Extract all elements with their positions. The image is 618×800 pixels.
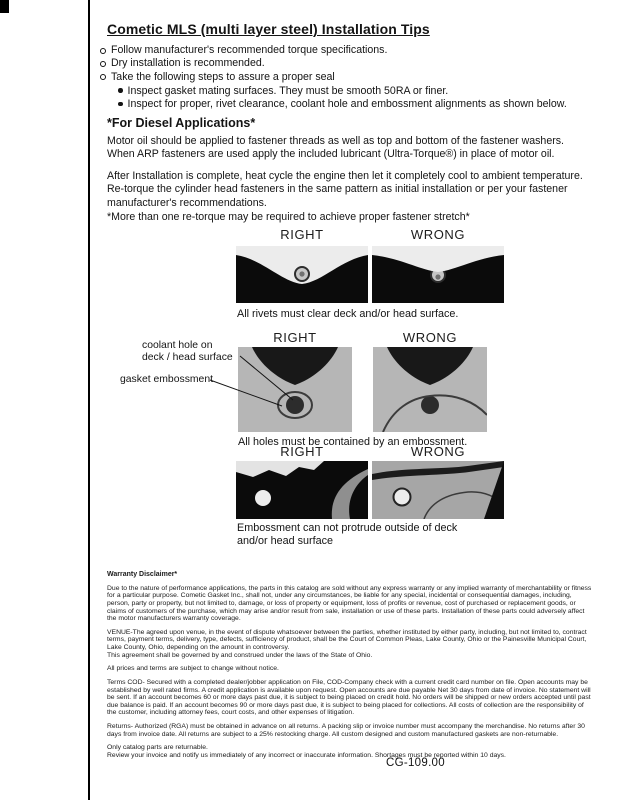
annotation-text: deck / head surface (142, 351, 233, 363)
right-label: RIGHT (280, 444, 324, 459)
rivet-wrong-image (372, 246, 504, 303)
figure-labels-holes (238, 330, 487, 345)
open-bullet-icon (100, 48, 106, 54)
warranty-paragraph-prices: All prices and terms are subject to change without notice. (107, 665, 279, 673)
warranty-paragraph-returns: Returns- Authorized (RGA) must be obtained in advance on all returns. A packing slip or invoice number must accompany the merchandise. No returns after 30 days from invoice date. All returns are subject to a 25% restocking charge. All custom designed and custom manufactured gaskets are non-returnable. (107, 722, 585, 738)
sub-tips-list (118, 85, 588, 111)
sub-tip-item (118, 98, 588, 111)
figure-labels-embossment (236, 444, 504, 459)
sub-tip-text: Inspect gasket mating surfaces. They must be smooth 50RA or finer. (127, 84, 449, 97)
left-margin-rule (88, 0, 90, 800)
corner-crop-mark (0, 0, 9, 13)
warranty-paragraph-review: Review your invoice and notify us immediately of any incorrect or inaccurate information. Shortages must be reported within 10 days. (107, 751, 506, 759)
tip-item (100, 44, 588, 57)
wrong-label: WRONG (410, 227, 466, 242)
tip-item (100, 71, 588, 84)
warranty-paragraph-venue: VENUE-The agreed upon venue, in the event of dispute whatsoever between the parties, whether instituted by either party, including, but not limited to, contract terms, payment terms, delivery, type, defects, sufficiency of product, shall be the Court of Common Pleas, Lake County, Ohio or the Painesville Municipal Court, Lake County, Ohio, depending on the amount in controversy. (107, 628, 587, 652)
warranty-disclaimer (107, 571, 595, 765)
sub-tip-item (118, 85, 588, 98)
page-title: Cometic MLS (multi layer steel) Installation Tips (107, 21, 430, 37)
page-code: CG-109.00 (386, 757, 445, 769)
warranty-paragraph-liability: Due to the nature of performance applications, the parts in this catalog are sold without any express warranty or any implied warranty of merchantability or fitness for a particular purpose. Cometic Gasket Inc., shall not, under any circumstances, be liable for any special, incidental or consequential damages, including, person, party or property, but not limited to, damage, or loss of property or equipment, loss of profits or revenue, cost of purchased or replacement goods, or claims of customers of the purchase, which may arise and/or result from sale, installation or use of these parts. Installation of these parts could adversely affect the motor manufacturers warranty coverage. (107, 584, 592, 623)
coolant-hole-wrong-image (373, 347, 487, 432)
tip-text: Take the following steps to assure a proper seal (111, 70, 335, 83)
right-label: RIGHT (280, 227, 324, 242)
embossment-wrong-image (372, 461, 504, 519)
annotation-text: coolant hole on (142, 340, 213, 351)
diesel-paragraph-retorque: After Installation is complete, heat cycle the engine then let it completely cool to ambient temperature. Re-torque the cylinder head fasteners in the same pattern as initial installation or per your fastener manufacturer's recommendations. (107, 170, 583, 209)
open-bullet-icon (100, 74, 106, 80)
open-bullet-icon (100, 61, 106, 67)
sub-tip-text: Inspect for proper, rivet clearance, coolant hole and embossment alignments as shown below. (127, 98, 567, 111)
retorque-note: *More than one re-torque may be required to achieve proper fastener stretch* (107, 211, 470, 223)
right-label: RIGHT (273, 330, 317, 345)
figure-caption-rivets: All rivets must clear deck and/or head surface. (237, 308, 459, 320)
warranty-paragraph-governing-law: This agreement shall be governed by and construed under the laws of the State of Ohio. (107, 651, 373, 659)
warranty-heading: Warranty Disclaimer* (107, 571, 178, 578)
filled-bullet-icon (118, 102, 123, 107)
figure-labels-rivets (236, 227, 504, 242)
wrong-label: WRONG (410, 444, 466, 459)
tip-text: Follow manufacturer's recommended torque specifications. (111, 44, 388, 56)
filled-bullet-icon (118, 88, 123, 93)
diesel-applications-heading: *For Diesel Applications* (107, 116, 256, 130)
rivet-right-image (236, 246, 368, 303)
figure-rivets (236, 246, 504, 303)
tip-text: Dry installation is recommended. (111, 57, 265, 70)
warranty-paragraph-terms: Terms COD- Secured with a completed dealer/jobber application on File, COD-Company check with a current credit card number on file. Open accounts may be established by well rated firms. A credit application is available upon request. Open accounts are due payable Net 30 days from date of invoice. No statement will be sent. If an account becomes 60 or more days past due, it is subject to being placed on credit hold. No orders will be shipped or new orders accepted until past due balance is paid. If an account becomes 90 or more days past due, it is subject to being placed for collections. All costs of collection are the responsibility of the customer, including attorney fees, court costs, and other expenses of litigation. (107, 678, 591, 717)
installation-tips-list (100, 44, 588, 112)
annotation-leader-lines (196, 344, 300, 412)
figure-caption-embossment: Embossment can not protrude outside of deck and/or head surface (237, 522, 458, 547)
wrong-label: WRONG (402, 330, 458, 345)
gasket-embossment-annotation: gasket embossment (120, 374, 213, 385)
diesel-paragraph-oil: Motor oil should be applied to fastener threads as well as top and bottom of the fastener washers. When ARP fasteners are used apply the included lubricant (Ultra-Torque®) in place of motor oil. (107, 135, 564, 161)
figure-caption-holes: All holes must be contained by an embossment. (238, 436, 468, 448)
tip-item (100, 57, 588, 70)
warranty-paragraph-catalog: Only catalog parts are returnable. (107, 744, 208, 752)
embossment-right-image (236, 461, 368, 519)
figure-embossment (236, 461, 504, 519)
